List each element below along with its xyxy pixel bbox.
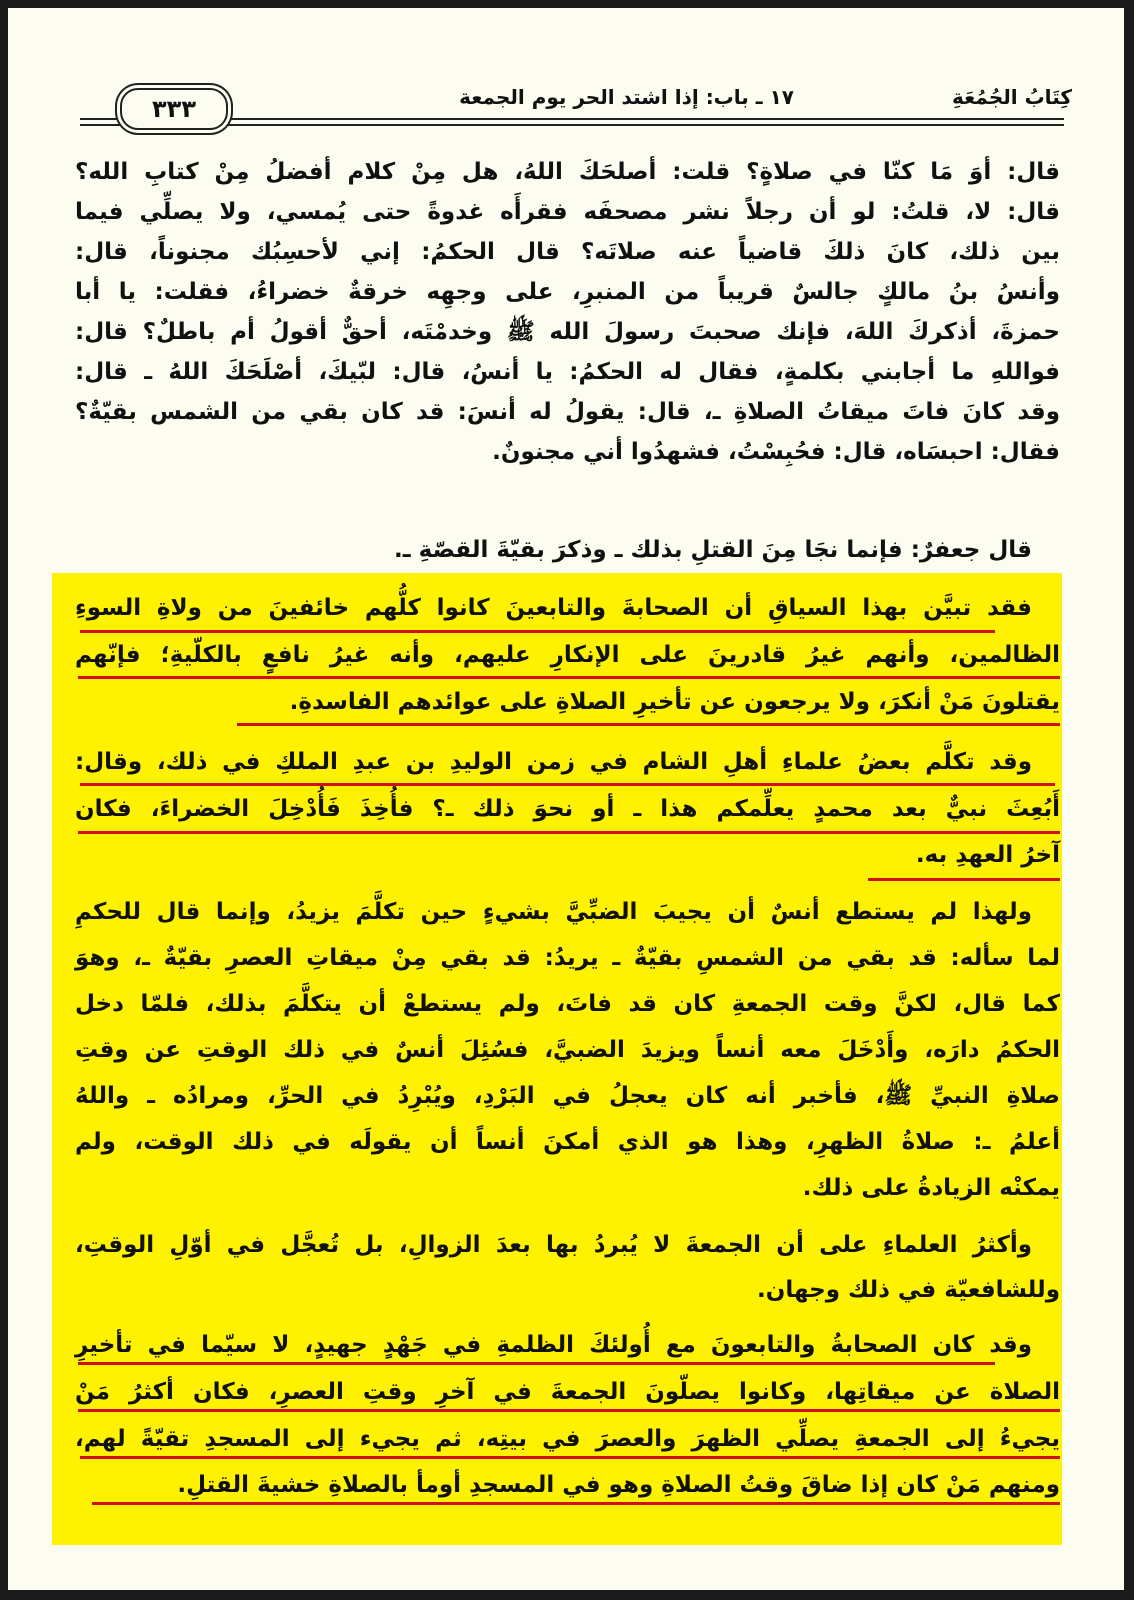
text-line: وقد كانَ فاتَ ميقاتُ الصلاةِ ـ، قال: يقولُ له أنسَ: قد كان بقي من الشمس بقيّةٌ؟	[75, 399, 1060, 425]
text-line: وقد كان الصحابةُ والتابعونَ مع أُولئكَ الظلمةِ في جَهْدٍ جهيدٍ، لا سيّما في تأخيرِ	[75, 1332, 1032, 1358]
text-line: قال جعفرٌ: فإنما نجَا مِنَ القتلِ بذلك ـ وذكرَ بقيّةَ القصّةِ ـ.	[394, 537, 1032, 563]
text-line: قال: أوَ مَا كنّا في صلاةٍ؟ قلت: أصلحَكَ اللهُ، هل مِنْ كلام أفضلُ مِنْ كتابِ الله؟	[75, 159, 1060, 185]
text-line: قال: لا، قلتُ: لو أن رجلاً نشر مصحفَه فقرأَه غدوةً حتى يُمسي، ولا يصلِّي فيما	[75, 199, 1060, 225]
red-underline	[78, 831, 1060, 834]
text-line: الظالمين، وأنهم غيرُ قادرينَ على الإنكارِ عليهم، وأنه غيرُ نافعٍ بالكلّيةِ؛ فإنّهم	[75, 642, 1060, 668]
text-line: صلاةِ النبيِّ ﷺ، فأخبر أنه كان يعجلُ في البَرْدِ، ويُبْرِدُ في الحرِّ، ومرادُه ـ واللهُ	[75, 1083, 1060, 1109]
book-title: كِتَابُ الجُمُعَةِ	[952, 85, 1072, 109]
red-underline	[78, 676, 1060, 679]
text-line: الحكمُ دارَه، وأَدْخَلَ معه أنساً ويزيدَ الضبيَّ، فسُئِلَ أنسٌ في ذلك الوقتِ عن وقتِ	[75, 1037, 1060, 1063]
text-line: يمكنْه الزيادةُ على ذلك.	[802, 1175, 1060, 1201]
red-underline	[92, 1502, 1060, 1505]
text-line: فقد تبيَّن بهذا السياقِ أن الصحابةَ والتابعينَ كانوا كلُّهم خائفينَ من ولاةِ السوءِ	[75, 595, 1032, 621]
text-line: أعلمُ ـ: صلاةُ الظهرِ، وهذا هو الذي أمكنَ أنساً أن يقولَه في ذلك الوقت، ولم	[75, 1129, 1060, 1155]
text-line: وأكثرُ العلماءِ على أن الجمعةَ لا يُبردُ بها بعدَ الزوالِ، بل تُعجَّل في أوّلِ الوقتِ،	[75, 1232, 1032, 1258]
text-line: كما قال، لكنَّ وقت الجمعةِ كان قد فاتَ، ولم يستطعْ أن يتكلَّمَ بذلك، فلمّا دخل	[75, 991, 1060, 1017]
text-line: وأنسُ بنُ مالكٍ جالسٌ قريباً من المنبرِ، على وجهِه خرقةٌ خضراءُ، فقلت: يا أبا	[75, 279, 1060, 305]
red-underline	[80, 783, 1055, 786]
text-line: أَبُعِثَ نبيٌّ بعد محمدٍ يعلِّمكم هذا ـ أو نحوَ ذلك ـ؟ فأُخِذَ فَأُدْخِلَ الخضراءَ، فكان	[75, 796, 1060, 822]
text-line: وقد تكلَّم بعضُ علماءِ أهلِ الشام في زمن الوليدِ بن عبدِ الملكِ في ذلك، وقال:	[75, 749, 1032, 775]
text-line: يجيءُ إلى الجمعةِ يصلِّي الظهرَ والعصرَ في بيتِه، ثم يجيء إلى المسجدِ تقيّةً لهم،	[75, 1426, 1060, 1452]
text-line: فقال: احبسَاه، قال: فحُبِسْتُ، فشهدُوا أني مجنونٌ.	[492, 439, 1060, 465]
page-number: ٣٣٣	[120, 88, 228, 130]
text-line: لما سأله: قد بقي من الشمسِ بقيّةٌ ـ يريدُ: قد بقي مِنْ ميقاتِ العصرِ بقيّةٌ ـ، وهوَ	[75, 945, 1060, 971]
red-underline	[237, 723, 1060, 726]
book-page	[8, 8, 1124, 1590]
red-underline	[80, 630, 995, 633]
text-line: آخرُ العهدِ به.	[915, 842, 1060, 868]
header-rule-top	[80, 118, 1064, 120]
text-line: فواللهِ ما أجابني بكلمةٍ، فقال له الحكمُ: يا أنسُ، قال: لبّيكَ، أصْلَحَكَ اللهُ ـ قال:	[75, 359, 1060, 385]
red-underline	[78, 1362, 995, 1365]
red-underline	[868, 878, 1060, 881]
text-line: ولهذا لم يستطع أنسٌ أن يجيبَ الضبِّيَّ بشيءٍ حين تكلَّمَ يزيدُ، وإنما قال للحكمِ	[75, 899, 1032, 925]
red-underline	[80, 1456, 1060, 1459]
text-line: ومنهم مَنْ كان إذا ضاقَ وقتُ الصلاةِ وهو في المسجدِ أومأ بالصلاةِ خشيةَ القتلِ.	[177, 1472, 1060, 1498]
header-rule-bottom	[80, 124, 1064, 126]
text-line: الصلاة عن ميقاتِها، وكانوا يصلّونَ الجمعةَ في آخرِ وقتِ العصرِ، فكان أكثرُ مَنْ	[75, 1379, 1060, 1405]
text-line: بين ذلك، كانَ ذلكَ قاضياً عنه صلاتَه؟ قال الحكمُ: إني لأحسِبُك مجنوناً، قال:	[75, 239, 1060, 265]
text-line: يقتلونَ مَنْ أنكرَ، ولا يرجعون عن تأخيرِ الصلاةِ على عوائدهم الفاسدةِ.	[289, 689, 1060, 715]
text-line: وللشافعيّة في ذلك وجهان.	[756, 1277, 1060, 1303]
chapter-title: ١٧ ـ باب: إذا اشتد الحر يوم الجمعة	[459, 85, 794, 109]
text-line: حمزةَ، أذكركَ اللهَ، فإنك صحبتَ رسولَ الله ﷺ وخدمْتَه، أحقٌّ أقولُ أم باطلٌ؟ قال:	[75, 319, 1060, 345]
red-underline	[78, 1409, 1060, 1412]
